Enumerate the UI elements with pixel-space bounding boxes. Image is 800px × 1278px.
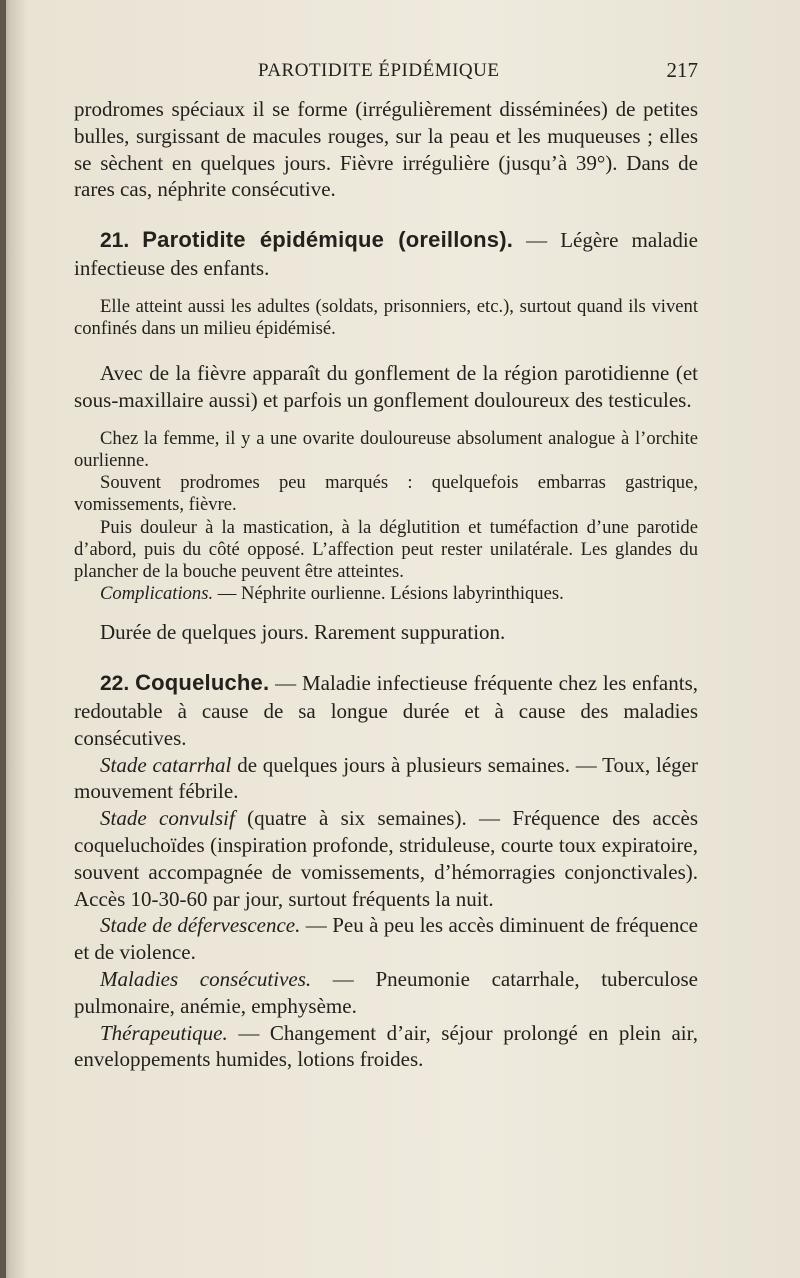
therapeutique-label: Thérapeutique. (100, 1020, 228, 1045)
page-header (74, 58, 698, 86)
paragraph-fever-swelling: Avec de la fièvre apparaît du gonflement de la région parotidienne (et sous-maxillaire aussi) et parfois un gonflement douloureux des testicules. (74, 361, 698, 412)
running-head: PAROTIDITE ÉPIDÉMIQUE (258, 60, 500, 81)
section-21-heading (74, 227, 698, 282)
book-spine-shadow (0, 0, 6, 1278)
paragraph-mastication: Puis douleur à la mastication, à la déglutition et tuméfaction d’une parotide d’abord, puis du côté opposé. L’affection peut rester unilatérale. Les glandes du plancher de la bouche peuvent être atteintes. (74, 516, 698, 582)
page-body (74, 96, 698, 1073)
paragraph-therapeutique (74, 1020, 698, 1074)
paragraph-prodromes: Souvent prodromes peu marqués : quelquefois embarras gastrique, vomissements, fièvre. (74, 472, 698, 516)
complications-label: Complications. (100, 583, 214, 605)
stade-defervescence-text: — Peu à peu les accès diminuent de fréquence et de violence. (74, 913, 698, 965)
paragraph-varicelle-continuation: prodromes spéciaux il se forme (irrégulièrement disséminées) de petites bulles, surgissant de macules rouges, sur la peau et les muqueuses ; elles se sèchent en quelques jours. Fièvre irrégulière (jusqu’à 39°). Dans de rares cas, néphrite consécutive. (74, 97, 698, 202)
section-22-lead: — Maladie infectieuse fréquente chez les enfants, redoutable à cause de sa longue durée et à cause des maladies consécutives. (74, 671, 698, 750)
paragraph-maladies-consecutives (74, 966, 698, 1020)
stade-convulsif-label: Stade convulsif (100, 806, 235, 831)
therapeutique-text: — Changement d’air, séjour prolongé en plein air, enveloppements humides, lotions froides. (74, 1020, 698, 1072)
paragraph-stade-defervescence (74, 912, 698, 966)
section-22-title: Coqueluche. (135, 670, 270, 696)
stade-convulsif-text: (quatre à six semaines). — Fréquence des accès coqueluchoïdes (inspiration profonde, striduleuse, courte toux expiratoire, souvent accompagnée de vomissements, d’hémorragies conjonctivales). Accès 10-30-60 par jour, surtout fréquents la nuit. (74, 806, 698, 911)
paragraph-complications (74, 583, 698, 605)
section-21-number: 21. (100, 229, 130, 253)
stade-defervescence-label: Stade de défervescence. (100, 913, 301, 938)
paragraph-stade-catarrhal (74, 752, 698, 806)
complications-text: — Néphrite ourlienne. Lésions labyrinthiques. (213, 583, 564, 605)
paragraph-adults: Elle atteint aussi les adultes (soldats, prisonniers, etc.), surtout quand ils vivent confinés dans un milieu épidémisé. (74, 295, 698, 339)
stade-catarrhal-label: Stade catarrhal (100, 752, 232, 777)
paragraph-stade-convulsif (74, 805, 698, 912)
maladies-consecutives-label: Maladies consécutives. (100, 966, 312, 991)
page-number: 217 (666, 58, 698, 82)
stade-catarrhal-text: de quelques jours à plusieurs semaines. — Toux, léger mouvement fébrile. (74, 752, 698, 804)
section-21-lead: — Légère maladie infectieuse des enfants. (74, 228, 699, 280)
section-22-number: 22. (100, 672, 130, 696)
maladies-consecutives-text: — Pneumonie catarrhale, tuberculose pulmonaire, anémie, emphysème. (74, 966, 699, 1018)
paragraph-ovarite: Chez la femme, il y a une ovarite douloureuse absolument analogue à l’orchite ourlienne. (74, 427, 698, 471)
section-22-heading (74, 670, 698, 751)
paragraph-duree: Durée de quelques jours. Rarement suppuration. (100, 620, 506, 645)
section-21-title: Parotidite épidémique (oreillons). (142, 227, 514, 253)
